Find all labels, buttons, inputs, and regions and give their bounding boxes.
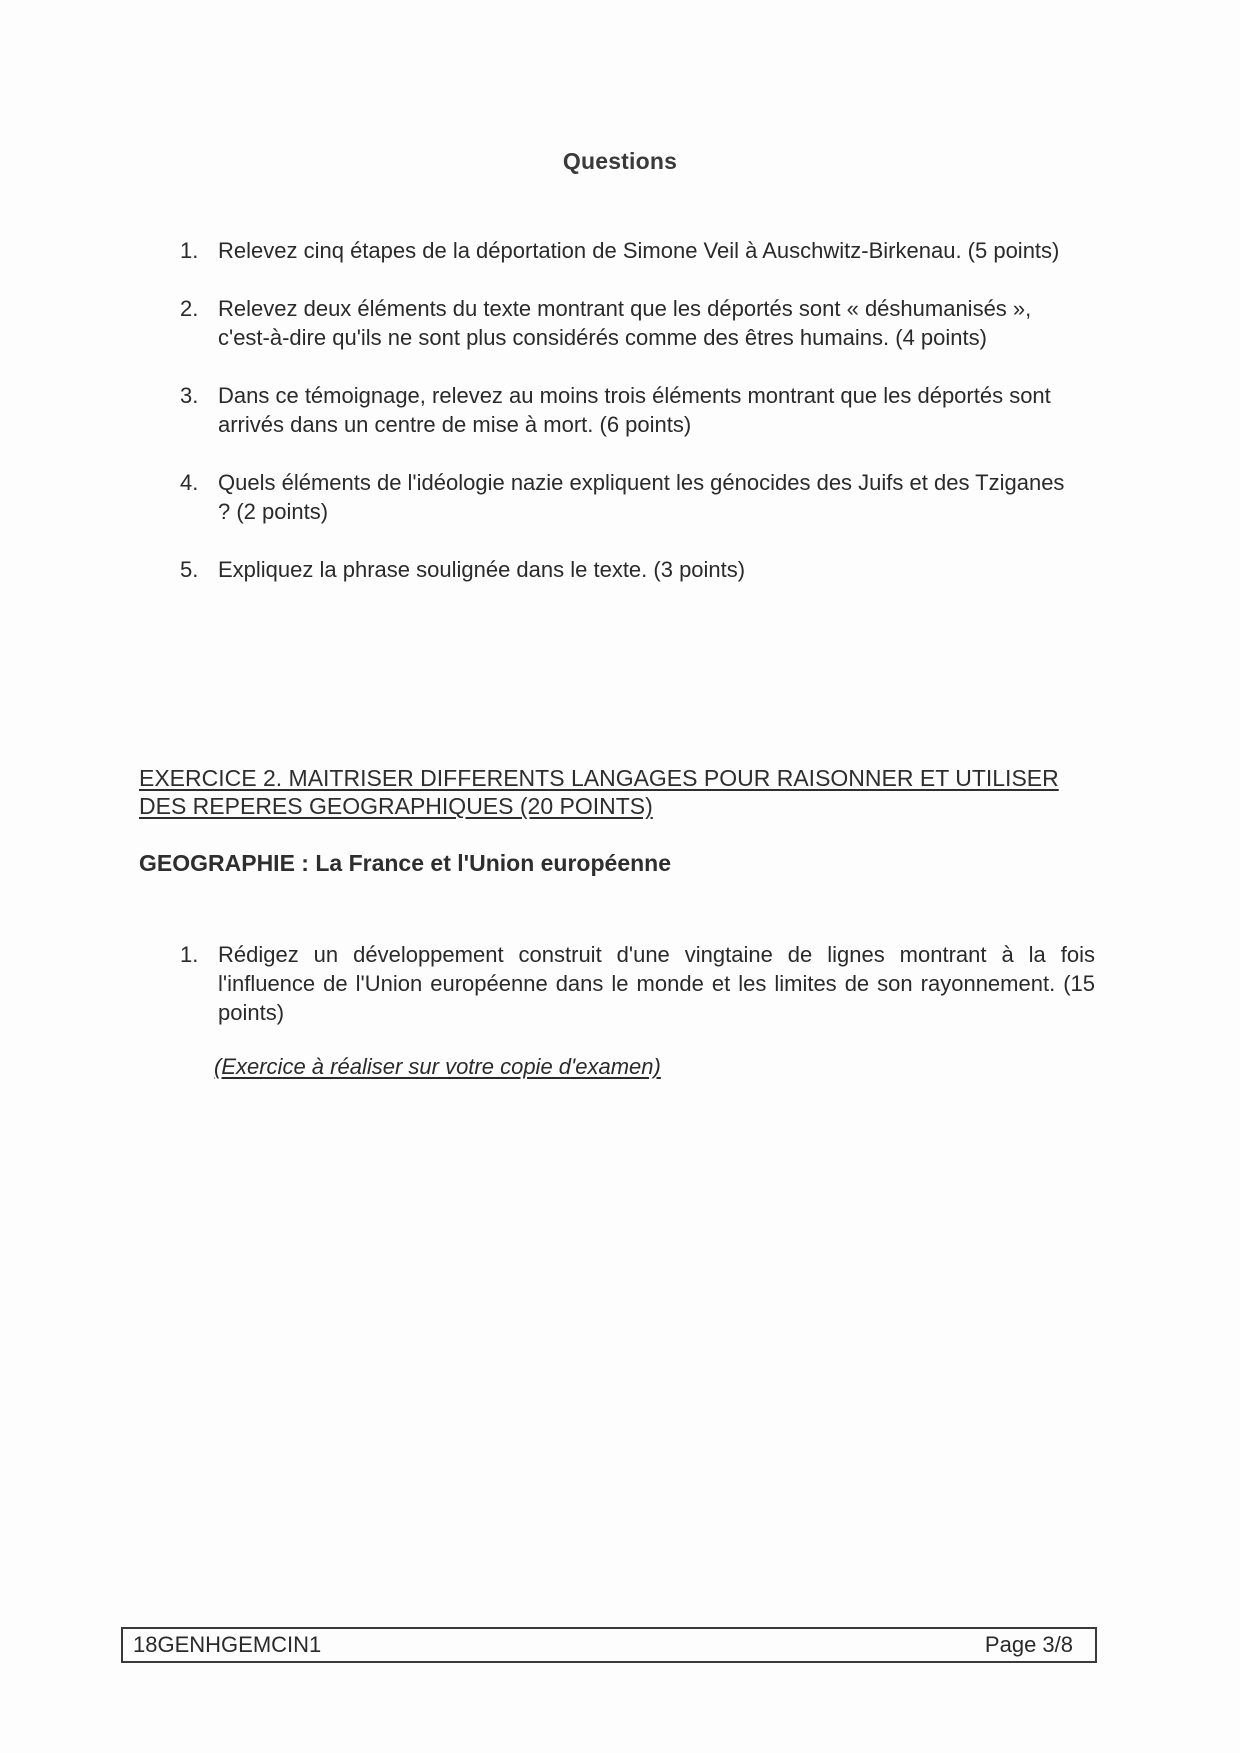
question-item bbox=[180, 236, 1080, 265]
question-number: 3. bbox=[180, 383, 199, 408]
page-footer bbox=[121, 1627, 1097, 1663]
exercise-2-list bbox=[180, 940, 1095, 1027]
question-number: 5. bbox=[180, 557, 199, 582]
document-code: 18GENHGEMCIN1 bbox=[133, 1632, 322, 1657]
question-text: Relevez deux éléments du texte montrant que les déportés sont « déshumanisés », c'est-à-dire qu'ils ne sont plus considérés comme des êtres humains. (4 points) bbox=[218, 296, 1032, 350]
question-text: Relevez cinq étapes de la déportation de Simone Veil à Auschwitz-Birkenau. (5 points) bbox=[218, 238, 1060, 263]
question-text: Expliquez la phrase soulignée dans le texte. (3 points) bbox=[218, 557, 746, 582]
questions-list bbox=[180, 236, 1080, 613]
geography-heading: GEOGRAPHIE : La France et l'Union européenne bbox=[139, 850, 671, 876]
page-number: Page 3/8 bbox=[984, 1632, 1073, 1657]
exercise-item bbox=[180, 940, 1095, 1027]
question-item bbox=[180, 555, 1080, 584]
exercise-2-heading: EXERCICE 2. MAITRISER DIFFERENTS LANGAGES POUR RAISONNER ET UTILISER DES REPERES GEOGRAPHIQUES (20 POINTS) bbox=[139, 765, 1059, 819]
question-text: Dans ce témoignage, relevez au moins trois éléments montrant que les déportés sont arrivés dans un centre de mise à mort. (6 points) bbox=[218, 383, 1051, 437]
page-title: Questions bbox=[562, 148, 678, 174]
question-item bbox=[180, 468, 1080, 526]
exercise-item-text: Rédigez un développement construit d'une vingtaine de lignes montrant à la fois l'influence de l'Union européenne dans le monde et les limites de son rayonnement. (15 points) bbox=[218, 942, 1095, 1025]
question-text: Quels éléments de l'idéologie nazie expliquent les génocides des Juifs et des Tziganes ? (2 points) bbox=[218, 470, 1065, 524]
exercise-note: (Exercice à réaliser sur votre copie d'examen) bbox=[214, 1054, 661, 1079]
question-item bbox=[180, 381, 1080, 439]
exercise-item-number: 1. bbox=[180, 942, 199, 967]
question-number: 2. bbox=[180, 296, 199, 321]
question-number: 4. bbox=[180, 470, 199, 495]
question-number: 1. bbox=[180, 238, 199, 263]
question-item bbox=[180, 294, 1080, 352]
